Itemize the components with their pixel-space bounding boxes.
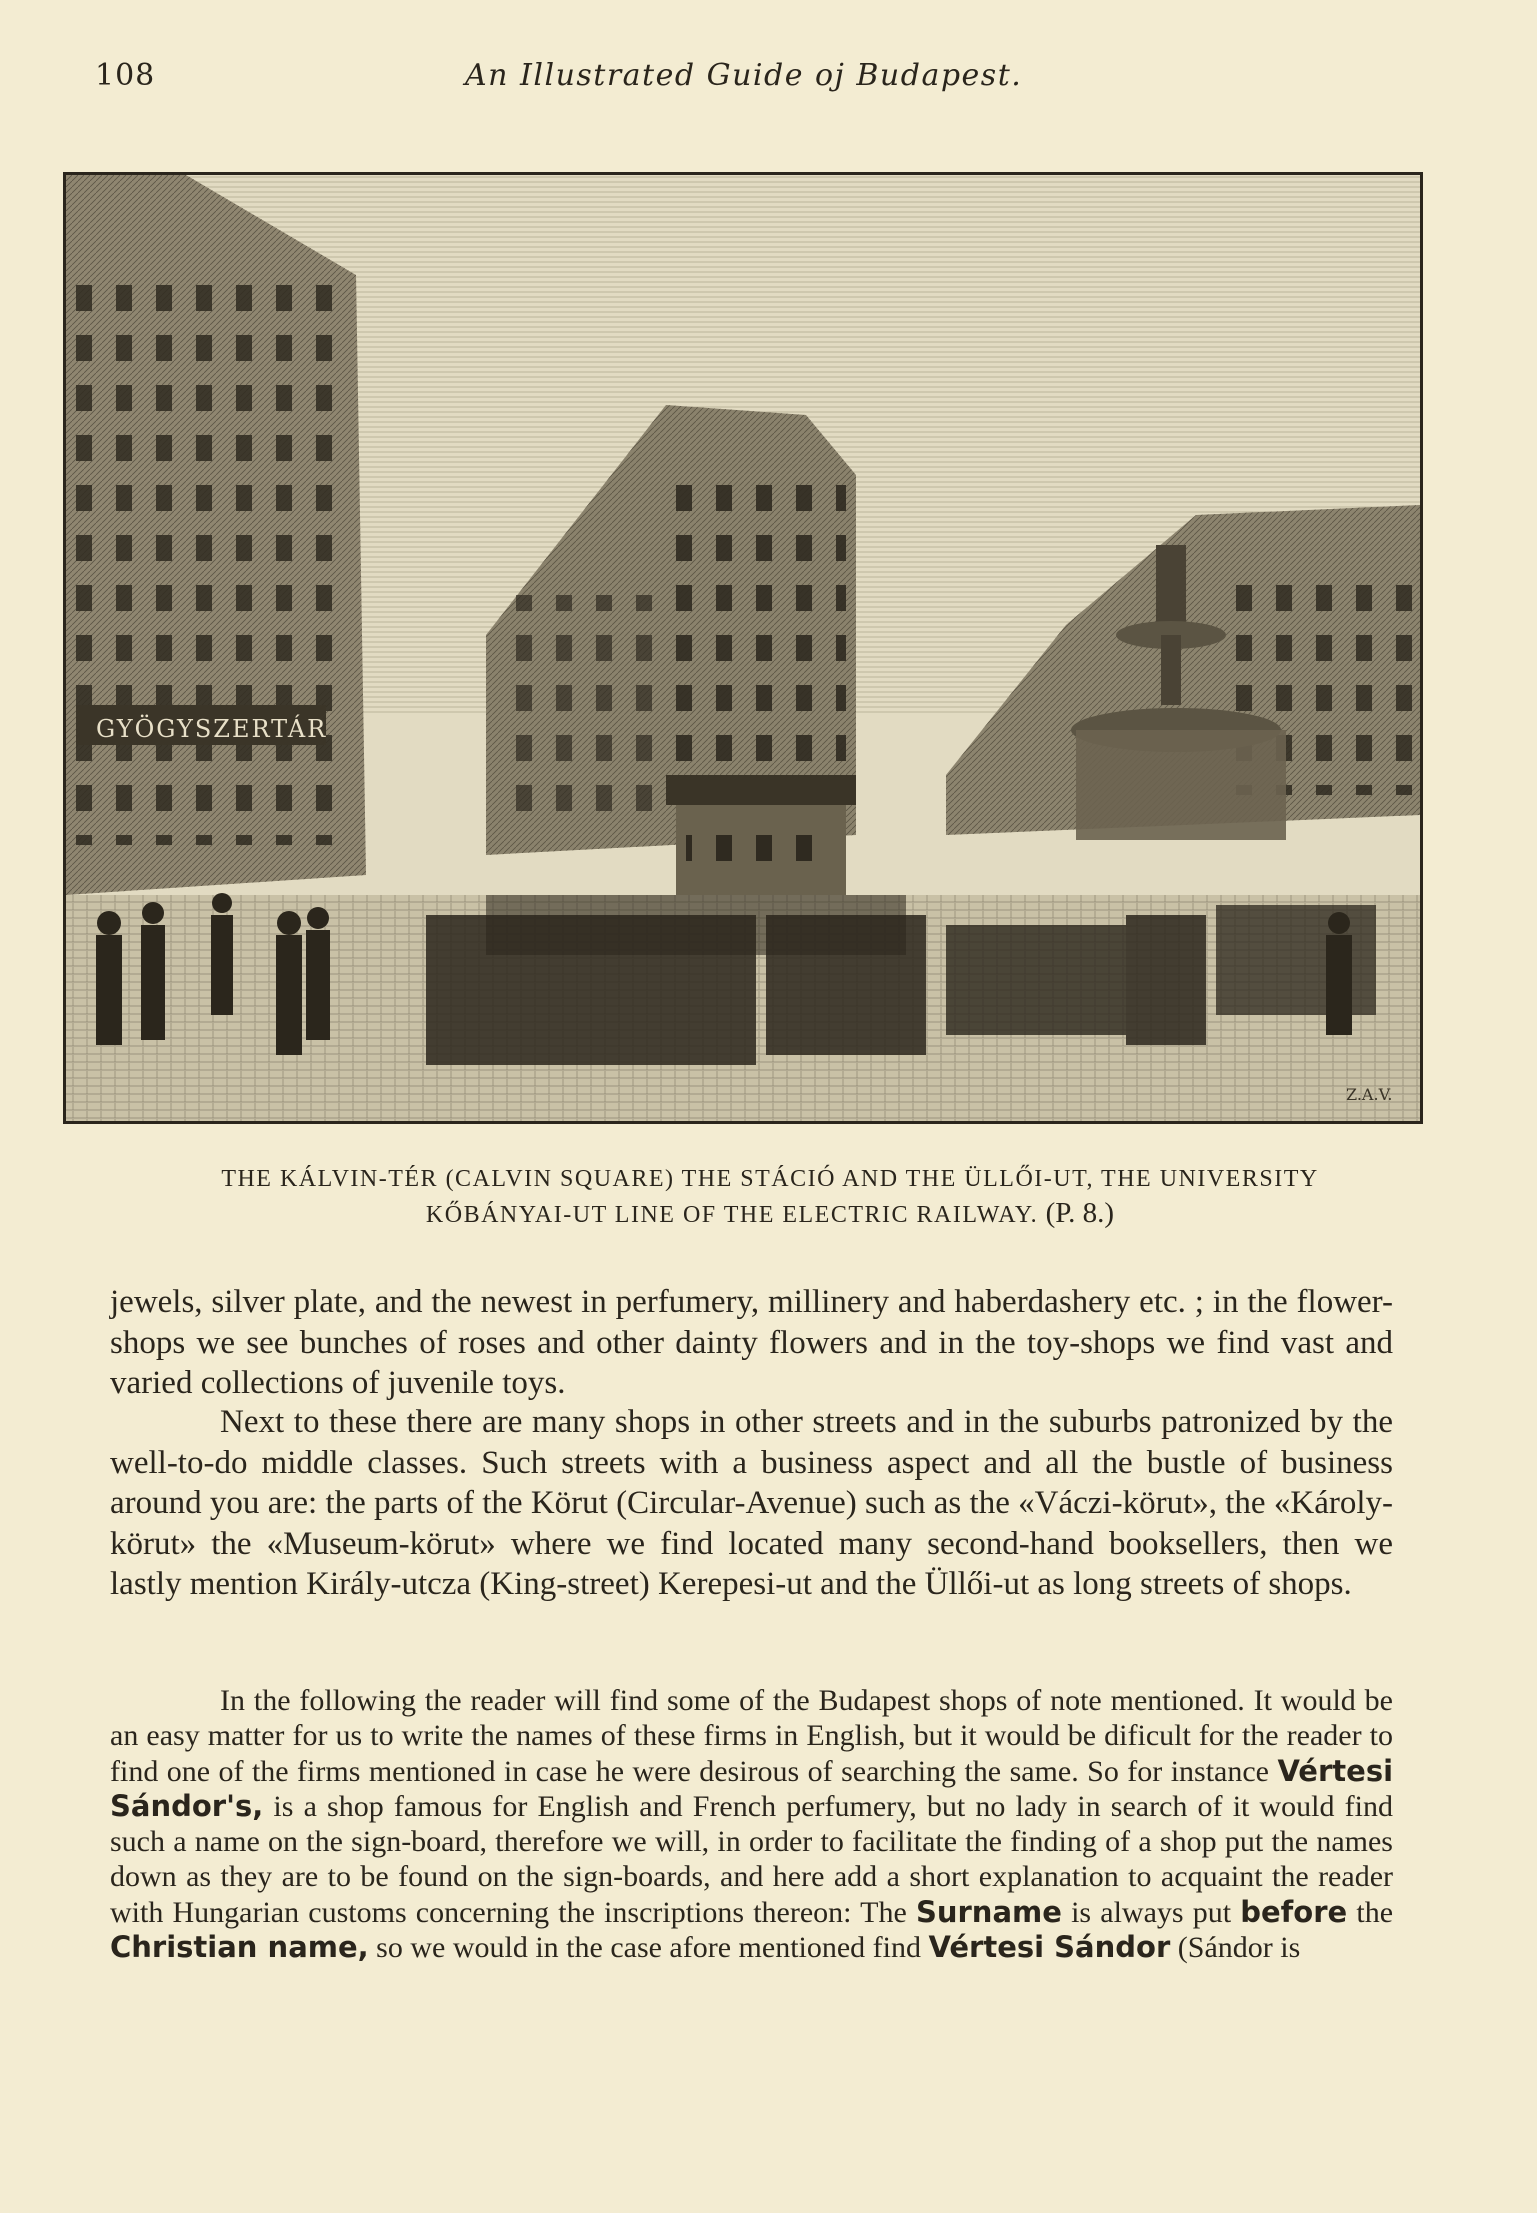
caption-line-2-wrap	[95, 1196, 1445, 1232]
christian-name-term: Christian name,	[110, 1930, 369, 1965]
shop-sign-example: Vértesi Sándor	[928, 1930, 1171, 1965]
caption-line-1: THE KÁLVIN-TÉR (CALVIN SQUARE) THE STÁCIÓ AND THE ÜLLŐI-UT, THE UNIVERSITY	[221, 1166, 1319, 1192]
tram-car	[666, 775, 856, 905]
para3-part-i: so we would in the case afore mentioned find	[376, 1931, 922, 1965]
paragraph-2	[110, 1402, 1393, 1605]
paragraph-1	[110, 1282, 1393, 1404]
paragraph-1-text: jewels, silver plate, and the newest in perfumery, millinery and haberdashery etc. ; in the flower-shops we see bunches of roses and other dainty flowers and in the toy-shops we find vast and varied collections of juvenile toys.	[110, 1284, 1393, 1402]
paragraph-2-text: Next to these there are many shops in other streets and in the suburbs patronized by the well-to-do middle classes. Such streets with a business aspect and all the bustle of business around you are: the parts of the Körut (Circular-Avenue) such as the «Váczi-körut», the «Károly-körut» the «Museum-körut» where we find located many second-hand booksellers, then we lastly mention Király-utcza (King-street) Kerepesi-ut and the Üllői-ut as long streets of shops.	[110, 1404, 1393, 1603]
before-term: before	[1240, 1894, 1348, 1929]
engraver-signature: Z.A.V.	[1346, 1085, 1393, 1104]
caption-line-2: KŐBÁNYAI-UT LINE OF THE ELECTRIC RAILWAY.	[425, 1202, 1039, 1228]
para3-part-e: is always put	[1071, 1895, 1232, 1929]
pharmacy-sign: GYÖGYSZERTÁR	[96, 715, 328, 743]
para3-part-k: (Sándor is	[1177, 1931, 1301, 1965]
engraving-illustration	[63, 172, 1423, 1124]
paragraph-3	[110, 1683, 1393, 1965]
page-number: 108	[95, 58, 156, 93]
para3-part-g: the	[1356, 1895, 1394, 1929]
page-header	[0, 58, 1537, 98]
street-scene-image	[66, 175, 1420, 1121]
shop-name-example: Vértesi Sándor's,	[110, 1753, 1394, 1823]
para3-part-a: In the following the reader will find some of the Budapest shops of note mentioned. It would be an easy matter for us to write the names of these firms in English, but it would be dificult for the reader to find one of the firms mentioned in case he were desirous of searching the same. So for instance	[110, 1684, 1393, 1788]
para3-part-c: is a shop famous for English and French perfumery, but no lady in search of it would find such a name on the sign-board, therefore we will, in order to facilitate the finding of a shop put the names down as they are to be found on the sign-boards, and here add a short explanation to acquaint the reader with Hungarian customs concerning the inscriptions thereon: The	[110, 1789, 1393, 1929]
caption-page-ref: (P. 8.)	[1045, 1197, 1115, 1229]
paragraph-3-text	[110, 1683, 1393, 1965]
left-building	[66, 175, 366, 895]
figure-caption	[95, 1162, 1445, 1232]
crowd	[96, 893, 1376, 1065]
surname-term: Surname	[915, 1894, 1062, 1929]
running-title: An Illustrated Guide oj Budapest.	[465, 58, 1023, 93]
